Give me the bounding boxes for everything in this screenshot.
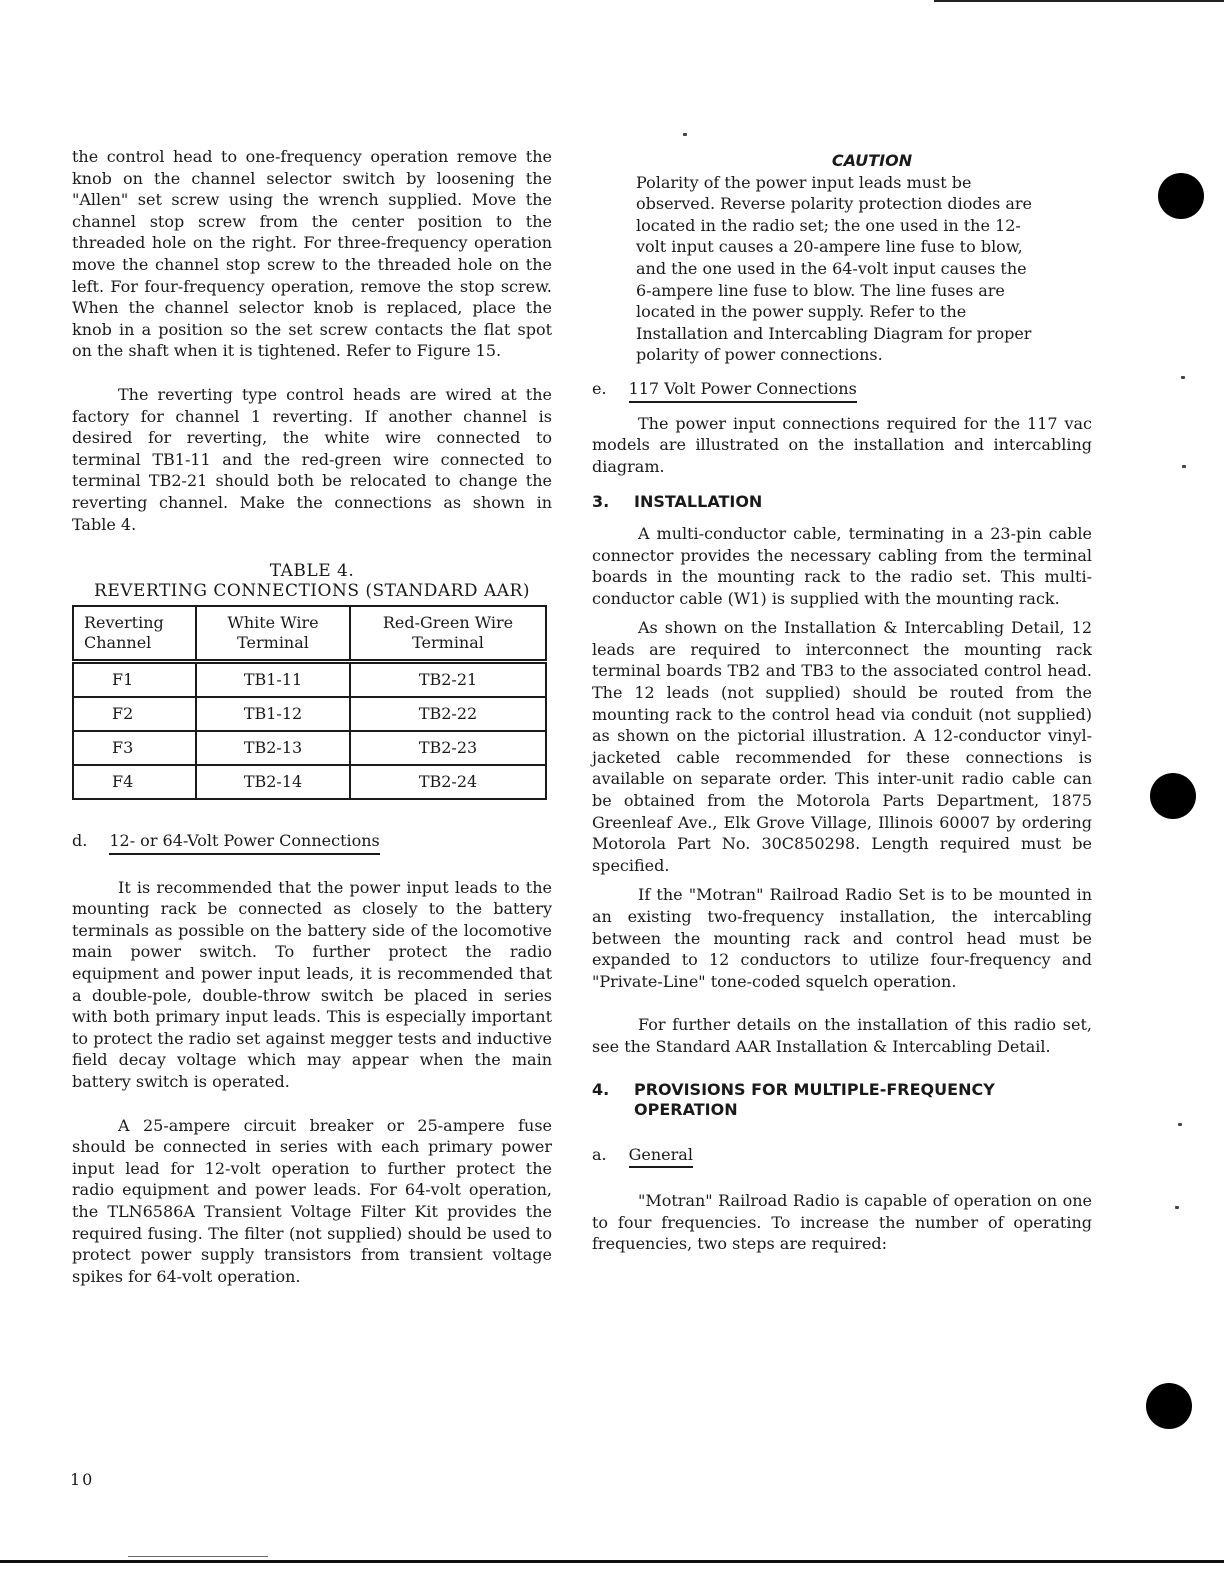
subheading-title: General <box>629 1144 693 1169</box>
subheading-title: 117 Volt Power Connections <box>629 378 857 403</box>
section-number: 4. <box>592 1079 610 1099</box>
subheading-title: 12- or 64-Volt Power Connections <box>109 830 379 855</box>
cell-channel: F4 <box>73 765 196 799</box>
paragraph-general: "Motran" Railroad Radio is capable of operation on one to four frequencies. To increase the number of operating frequencies, two steps are required: <box>592 1191 1092 1254</box>
bottom-edge-mark <box>128 1556 268 1557</box>
cell-red-green-wire: TB2-21 <box>350 662 546 698</box>
scan-speck <box>1175 1206 1179 1209</box>
paragraph-multi-conductor: A multi-conductor cable, terminating in a 23-pin cable connector provides the necessary cabling from the terminal boards in the mounting rack to the radio set. This multi-conductor cable (W1) is supplied with the mounting rack. <box>592 523 1092 608</box>
punch-hole-bottom <box>1146 1383 1192 1429</box>
table-row <box>73 662 546 698</box>
punch-hole-top <box>1158 173 1204 219</box>
section-title: INSTALLATION <box>634 492 763 512</box>
cell-white-wire: TB2-13 <box>196 731 350 765</box>
scan-speck <box>1178 1123 1182 1126</box>
scan-speck <box>1182 465 1186 468</box>
caution-title: CAUTION <box>831 151 913 170</box>
paragraph-117v: The power input connections required for the 117 vac models are illustrated on the installation and intercabling diagram. <box>592 413 1092 476</box>
paragraph-reverting-heads: The reverting type control heads are wired at the factory for channel 1 reverting. If another channel is desired for reverting, the white wire connected to terminal TB1-11 and the red-green wire connected to terminal TB2-21 should both be relocated to change the reverting channel. Make the connections as shown in Table 4. <box>72 384 552 534</box>
cell-channel: F3 <box>73 731 196 765</box>
table-title: TABLE 4. <box>269 561 355 582</box>
section-title-line-2: OPERATION <box>634 1099 738 1119</box>
cell-red-green-wire: TB2-22 <box>350 697 546 731</box>
bottom-edge-line <box>0 1560 1224 1563</box>
section-title <box>634 1080 995 1120</box>
scan-speck <box>683 133 687 136</box>
cell-red-green-wire: TB2-24 <box>350 765 546 799</box>
left-column <box>72 146 552 1287</box>
scan-speck <box>1181 376 1185 379</box>
section-title-line-1: PROVISIONS FOR MULTIPLE-FREQUENCY <box>634 1079 995 1099</box>
cell-channel: F1 <box>73 662 196 698</box>
top-edge-mark <box>934 0 1224 2</box>
cell-white-wire: TB1-11 <box>196 662 350 698</box>
paragraph-motran-existing: If the "Motran" Railroad Radio Set is to be mounted in an existing two-frequency installation, the intercabling between the mounting rack and control head must be expanded to 12 conductors to utilize four-frequency and "Private-Line" tone-coded squelch operation. <box>592 885 1092 991</box>
subheading-e <box>592 378 1092 403</box>
cell-channel: F2 <box>73 697 196 731</box>
punch-hole-middle <box>1150 773 1196 819</box>
reverting-connections-table <box>72 605 547 800</box>
paragraph-further-details: For further details on the installation of this radio set, see the Standard AAR Installation & Intercabling Detail. <box>592 1015 1092 1056</box>
subheading-letter: a. <box>592 1144 607 1164</box>
subheading-letter: d. <box>72 831 88 851</box>
page-number: 10 <box>70 1470 95 1489</box>
table-subtitle: REVERTING CONNECTIONS (STANDARD AAR) <box>94 581 530 602</box>
caution-text: Polarity of the power input leads must be observed. Reverse polarity protection diodes are located in the radio set; the one used in the 12-volt input causes a 20-ampere line fuse to blow, and the one used in the 64-volt input causes the 6-ampere line fuse to blow. The line fuses are located in the power supply. Refer to the Installation and Intercabling Diagram for proper polarity of power connections. <box>636 172 1033 365</box>
cell-white-wire: TB1-12 <box>196 697 350 731</box>
table-row <box>73 765 546 799</box>
right-column <box>592 146 1092 1255</box>
table-header-row <box>73 606 546 662</box>
subheading-letter: e. <box>592 378 607 398</box>
cell-red-green-wire: TB2-23 <box>350 731 546 765</box>
header-red-green-wire: Red-Green Wire Terminal <box>350 606 546 662</box>
subheading-a <box>592 1144 1092 1169</box>
paragraph-power-leads: It is recommended that the power input leads to the mounting rack be connected as closely to the battery terminals as possible on the battery side of the locomotive main power switch. To further protect the radio equipment and power input leads, it is recommended that a double-pole, double-throw switch be placed in series with both primary input leads. This is especially important to protect the radio set against megger tests and inductive field decay voltage which may appear when the main battery switch is operated. <box>72 877 552 1092</box>
paragraph-twelve-leads: As shown on the Installation & Intercabling Detail, 12 leads are required to interconnect the mounting rack terminal boards TB2 and TB3 to the associated control head. The 12 leads (not supplied) should be routed from the mounting rack to the control head via conduit (not supplied) as shown on the pictorial illustration. A 12-conductor vinyl-jacketed cable recommended for these connections is available on separate order. This inter-unit radio cable can be obtained from the Motorola Parts Department, 1875 Greenleaf Ave., Elk Grove Village, Illinois 60007 by ordering Motorola Part No. 30C850298. Length required must be specified. <box>592 618 1092 875</box>
cell-white-wire: TB2-14 <box>196 765 350 799</box>
header-white-wire: White Wire Terminal <box>196 606 350 662</box>
section-4-heading <box>592 1080 1092 1120</box>
paragraph-circuit-breaker: A 25-ampere circuit breaker or 25-ampere fuse should be connected in series with each primary power input lead for 12-volt operation to further protect the radio equipment and power leads. For 64-volt operation, the TLN6586A Transient Voltage Filter Kit provides the required fusing. The filter (not supplied) should be used to protect power supply transistors from transient voltage spikes for 64-volt operation. <box>72 1115 552 1286</box>
paragraph-frequency-operation: the control head to one-frequency operation remove the knob on the channel selector switch by loosening the "Allen" set screw using the wrench supplied. Move the channel stop screw from the center position to the threaded hole on the right. For three-frequency operation move the channel stop screw to the threaded hole on the left. For four-frequency operation, remove the stop screw. When the channel selector knob is replaced, place the knob in a position so the set screw contacts the flat spot on the shaft when it is tightened. Refer to Figure 15. <box>72 147 552 361</box>
table-row <box>73 697 546 731</box>
subheading-d <box>72 830 552 855</box>
header-reverting-channel: Reverting Channel <box>73 606 196 662</box>
table-row <box>73 731 546 765</box>
section-3-heading <box>592 491 1092 513</box>
section-number: 3. <box>592 492 610 512</box>
